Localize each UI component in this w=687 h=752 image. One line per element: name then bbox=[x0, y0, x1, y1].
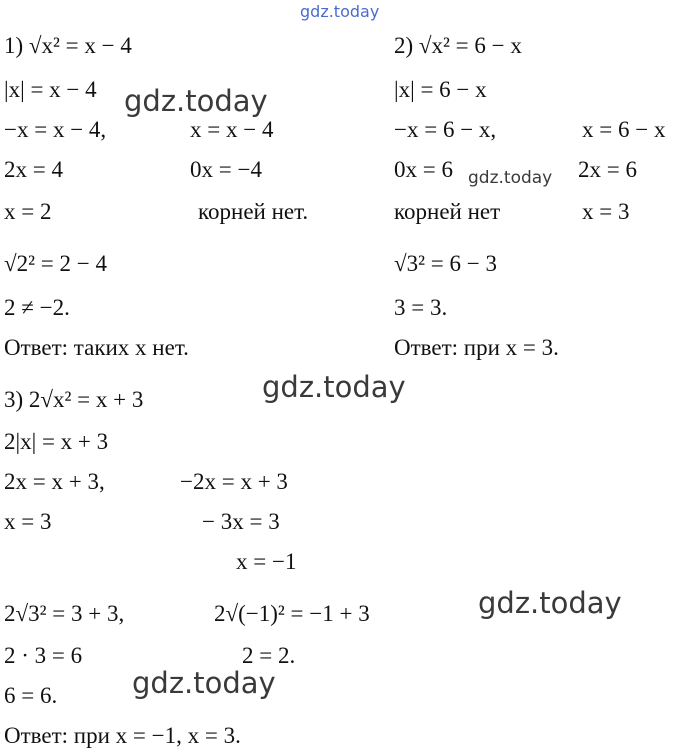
p1-case-pos: x = x − 4 bbox=[190, 117, 274, 142]
watermark-top: gdz.today bbox=[300, 2, 380, 21]
p3-case-pos: 2x = x + 3, bbox=[4, 469, 105, 494]
p2-pos-simplified: 2x = 6 bbox=[578, 157, 637, 182]
watermark-5: gdz.today bbox=[132, 666, 276, 700]
p3-check-pos: 2√3² = 3 + 3, bbox=[4, 601, 125, 626]
p3-case-neg: −2x = x + 3 bbox=[180, 469, 288, 494]
p3-pos-solution: x = 3 bbox=[4, 509, 52, 534]
p1-check-result: 2 ≠ −2. bbox=[4, 295, 70, 320]
p3-neg-simplified: − 3x = 3 bbox=[202, 509, 280, 534]
p1-case-neg: −x = x − 4, bbox=[4, 117, 107, 142]
p3-abs-step: 2|x| = x + 3 bbox=[4, 429, 109, 454]
p3-neg-solution: x = −1 bbox=[236, 549, 297, 574]
p3-check-neg-eval: 2 = 2. bbox=[242, 643, 296, 668]
p1-neg-solution: x = 2 bbox=[4, 199, 52, 224]
p2-case-neg: −x = 6 − x, bbox=[394, 117, 497, 142]
p3-check-pos-result: 6 = 6. bbox=[4, 683, 58, 708]
p2-answer: Ответ: при x = 3. bbox=[394, 335, 559, 360]
p1-check: √2² = 2 − 4 bbox=[4, 251, 107, 276]
watermark-1: gdz.today bbox=[124, 84, 268, 118]
p3-equation: 3) 2√x² = x + 3 bbox=[4, 387, 144, 412]
p1-equation: 1) √x² = x − 4 bbox=[4, 33, 132, 58]
p3-check-neg: 2√(−1)² = −1 + 3 bbox=[214, 601, 370, 626]
p3-answer: Ответ: при x = −1, x = 3. bbox=[4, 723, 241, 748]
p2-neg-simplified: 0x = 6 bbox=[394, 157, 453, 182]
p2-pos-solution: x = 3 bbox=[582, 199, 630, 224]
p2-equation: 2) √x² = 6 − x bbox=[394, 33, 522, 58]
p2-check-result: 3 = 3. bbox=[394, 295, 448, 320]
watermark-4: gdz.today bbox=[478, 586, 622, 620]
p3-check-pos-eval: 2 · 3 = 6 bbox=[4, 643, 83, 668]
watermark-2: gdz.today bbox=[468, 168, 553, 188]
p2-neg-no-roots: корней нет bbox=[394, 199, 501, 224]
watermark-3: gdz.today bbox=[262, 370, 406, 404]
p1-pos-simplified: 0x = −4 bbox=[190, 157, 262, 182]
p1-pos-no-roots: корней нет. bbox=[198, 199, 309, 224]
p2-abs-step: |x| = 6 − x bbox=[394, 77, 487, 102]
p1-abs-step: |x| = x − 4 bbox=[4, 77, 97, 102]
p1-answer: Ответ: таких x нет. bbox=[4, 335, 189, 360]
p2-check: √3² = 6 − 3 bbox=[394, 251, 497, 276]
p2-case-pos: x = 6 − x bbox=[582, 117, 666, 142]
p1-neg-simplified: 2x = 4 bbox=[4, 157, 63, 182]
